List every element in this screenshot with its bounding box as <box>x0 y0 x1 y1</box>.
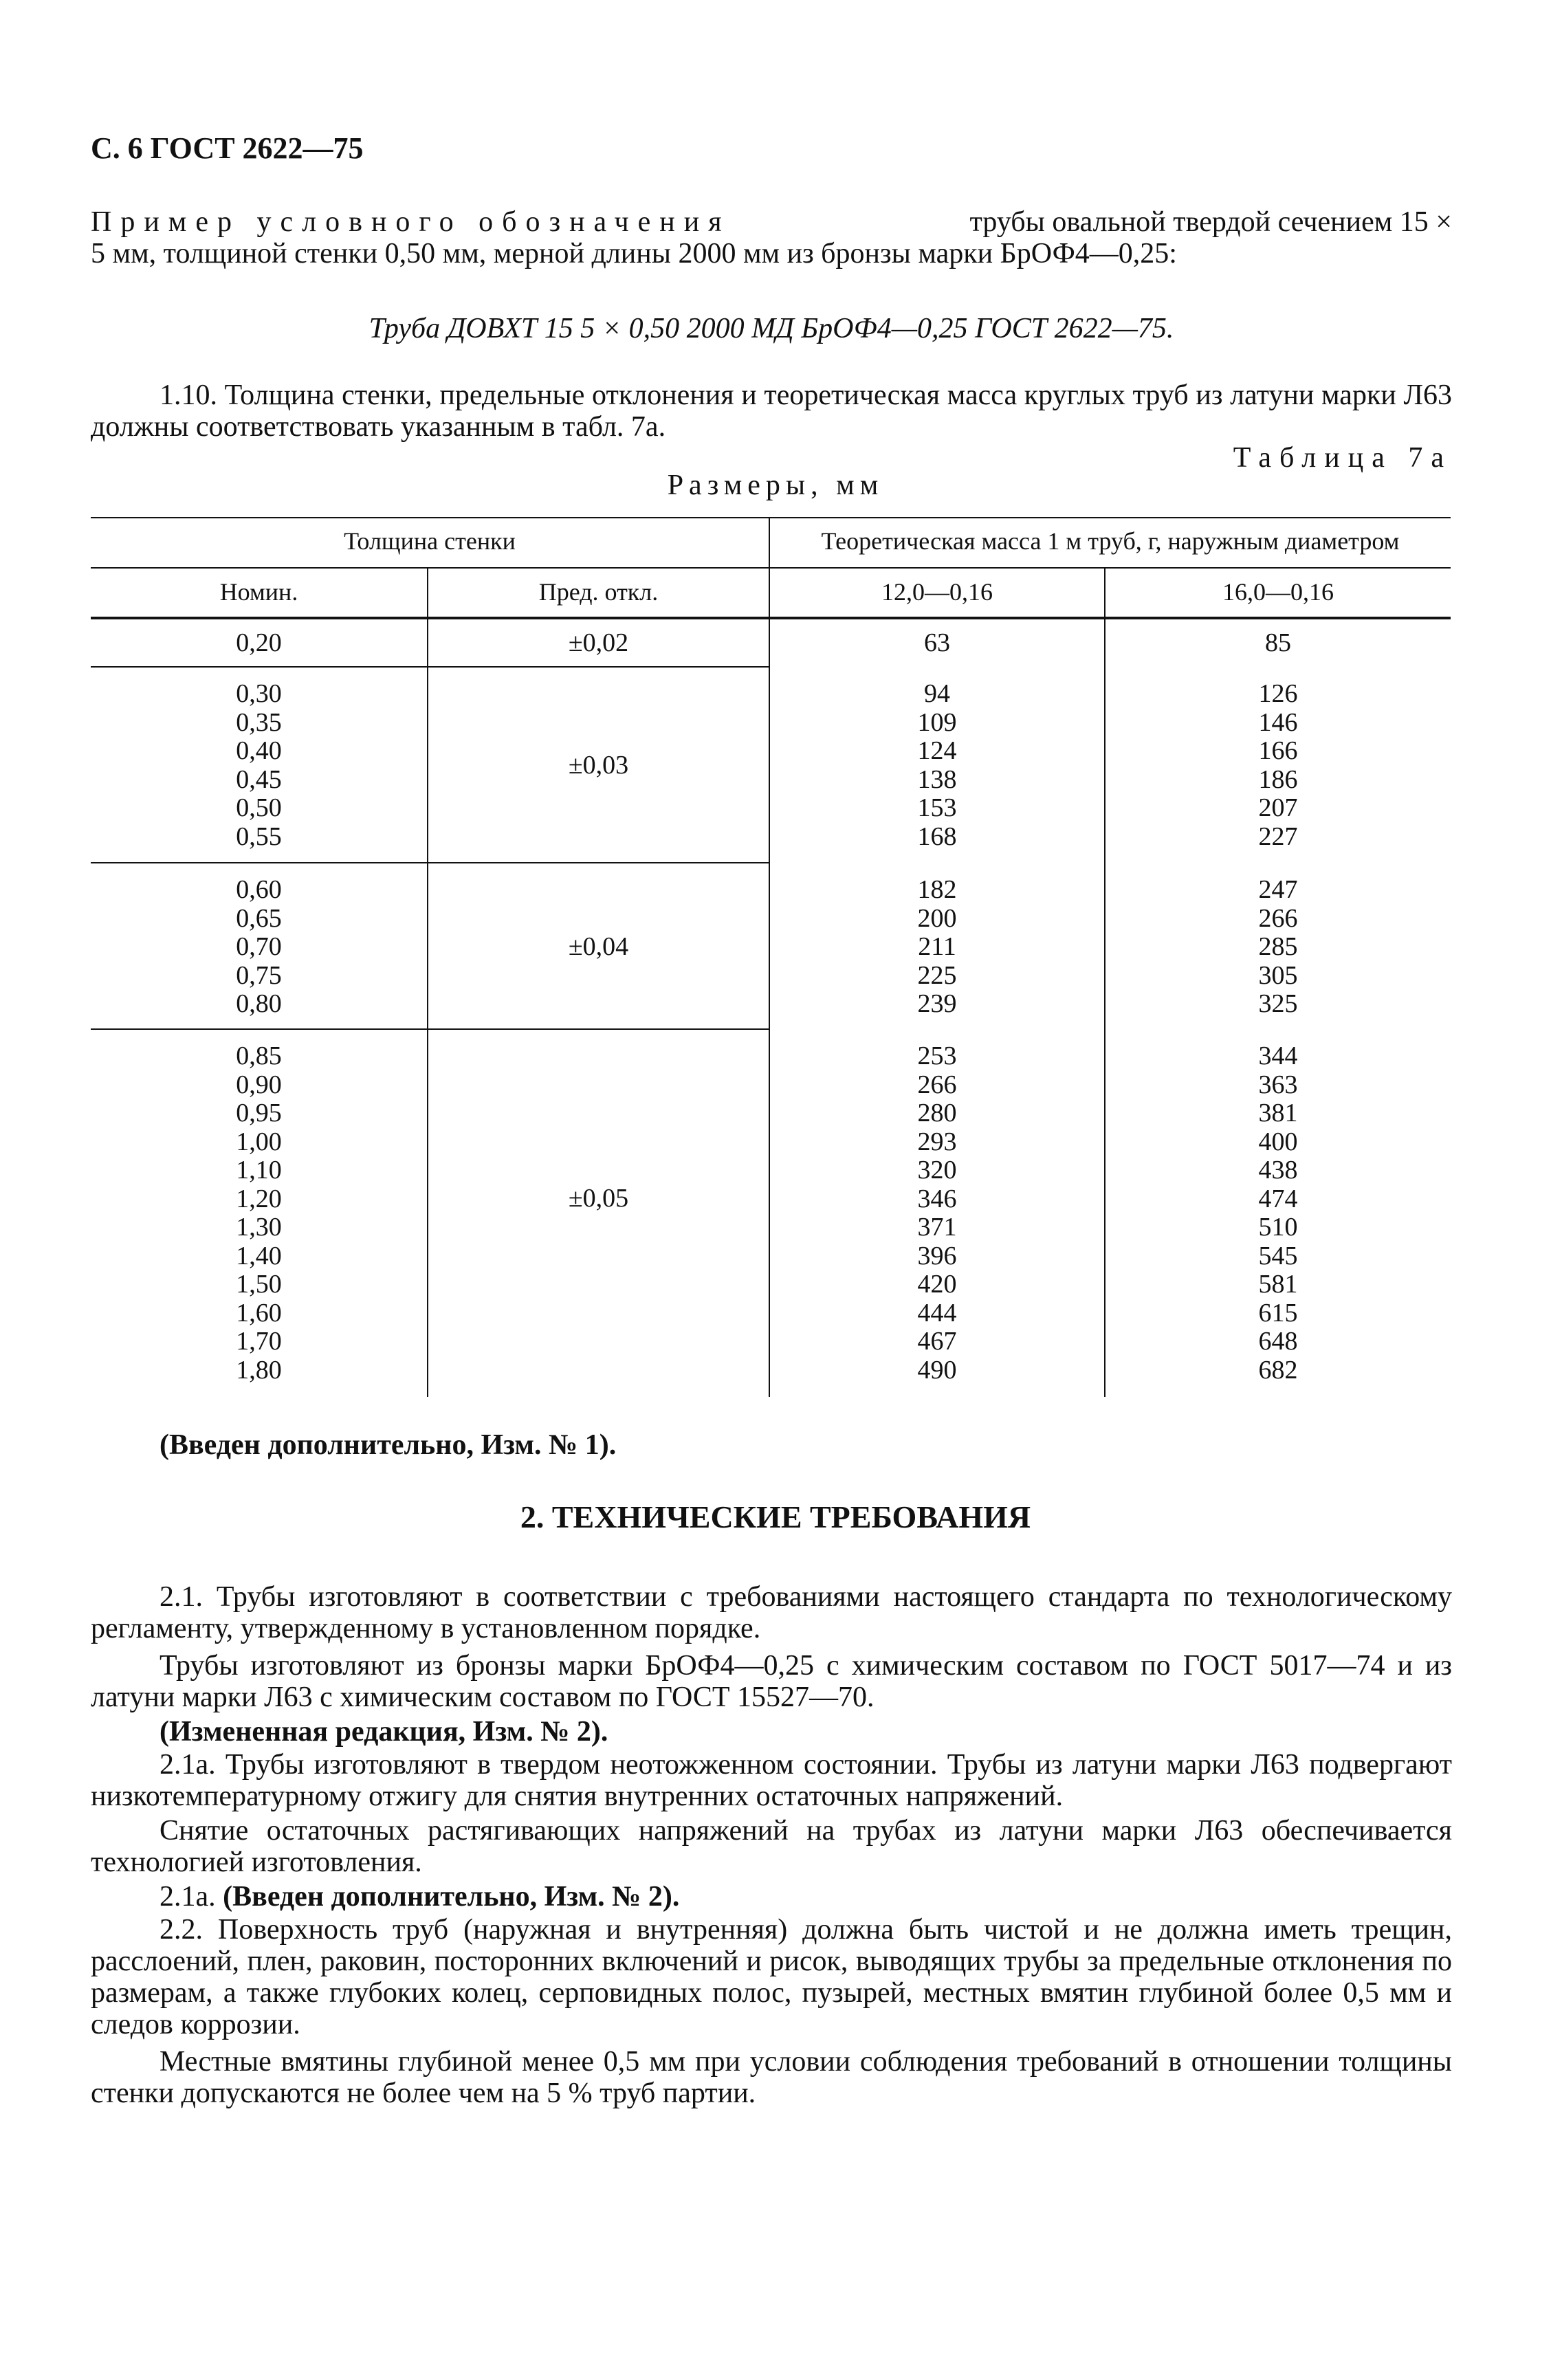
group-3-nominal: 0,60 0,65 0,70 0,75 0,80 <box>236 875 282 1018</box>
group-2-nominal: 0,30 0,35 0,40 0,45 0,50 0,55 <box>236 679 282 851</box>
header-wall-thickness: Толщина стенки <box>344 527 516 555</box>
clause-2-2-dents: Местные вмятины глубиной менее 0,5 мм при условии соблюдения требований в отношении толщины стенки допускаются не более чем на 5 % труб партии. <box>91 2046 1452 2109</box>
amendment-note: (Введен дополнительно, Изм. № 2). <box>223 1881 680 1913</box>
example-designation: Труба ДОВХТ 15 5 × 0,50 2000 МД БрОФ4—0,25 ГОСТ 2622—75. <box>368 313 1174 344</box>
clause-number: 2.1а. <box>160 1881 216 1913</box>
group-4-mass-12: 253 266 280 293 320 346 371 396 420 444 467 490 <box>917 1042 957 1385</box>
group-2-mass-12: 94 109 124 138 153 168 <box>917 679 957 851</box>
clause-2-1: 2.1. Трубы изготовляют в соответствии с требованиями настоящего стандарта по технологическому регламенту, утвержденному в установленном порядке. <box>91 1581 1452 1644</box>
group-1-nominal: 0,20 <box>236 628 282 657</box>
clause-2-2: 2.2. Поверхность труб (наружная и внутренняя) должна быть чистой и не должна иметь трещин, расслоений, плен, раковин, посторонних включений и рисок, выводящих трубы за предельные отклонения по размерам, а также глубоких колец, серповидных полос, пузырей, местных вмятин глубиной более 0,5 мм и следов коррозии. <box>91 1914 1452 2040</box>
example-paragraph <box>91 206 1452 269</box>
table-7a <box>91 517 1451 1397</box>
group-1-mass-12: 63 <box>924 628 950 657</box>
table-rule-top <box>91 517 1451 518</box>
group-4-mass-16: 344 363 381 400 438 474 510 545 581 615 648 682 <box>1258 1042 1298 1385</box>
table-rule-group-1 <box>91 666 769 668</box>
table-rule-header-bottom <box>91 617 1451 619</box>
group-3-tolerance: ±0,04 <box>568 932 629 961</box>
group-4-nominal: 0,85 0,90 0,95 1,00 1,10 1,20 1,30 1,40 1,50 1,60 1,70 1,80 <box>236 1042 282 1385</box>
example-prefix: Пример условного обозначения <box>91 206 731 238</box>
table-rule-group-3 <box>91 1028 769 1030</box>
group-1-mass-16: 85 <box>1265 628 1291 657</box>
clause-1-10: 1.10. Толщина стенки, предельные отклонения и теоретическая масса круглых труб из латуни марки Л63 должны соответствовать указанным в табл. 7а. <box>91 379 1452 443</box>
example-text-1: трубы овальной твердой сечением 15 × <box>969 206 1452 238</box>
header-diameter-12: 12,0—0,16 <box>881 578 993 606</box>
header-nominal: Номин. <box>219 578 298 606</box>
group-3-mass-16: 247 266 285 305 325 <box>1258 875 1298 1018</box>
added-note: (Введен дополнительно, Изм. № 1). <box>160 1429 617 1461</box>
group-2-mass-16: 126 146 166 186 207 227 <box>1258 679 1298 851</box>
table-rule-group-header <box>91 567 1451 569</box>
group-3-mass-12: 182 200 211 225 239 <box>917 875 957 1018</box>
header-diameter-16: 16,0—0,16 <box>1222 578 1334 606</box>
clause-2-1-materials: Трубы изготовляют из бронзы марки БрОФ4—0,25 с химическим составом по ГОСТ 5017—74 и из латуни марки Л63 с химическим составом по ГОСТ 15527—70. <box>91 1650 1452 1713</box>
table-caption: Таблица 7а <box>1233 442 1452 474</box>
clause-2-1a: 2.1а. Трубы изготовляют в твердом неотожженном состоянии. Трубы из латуни марки Л63 подвергают низкотемпературному отжигу для снятия внутренних остаточных напряжений. <box>91 1749 1452 1812</box>
clause-2-1-amendment: (Измененная редакция, Изм. № 2). <box>160 1716 608 1748</box>
clause-2-1a-amendment <box>91 1881 1452 1913</box>
table-units: Размеры, мм <box>667 470 884 501</box>
example-line-1 <box>91 206 1452 238</box>
table-rule-group-2 <box>91 862 769 863</box>
clause-2-1a-stress: Снятие остаточных растягивающих напряжений на трубах из латуни марки Л63 обеспечивается технологией изготовления. <box>91 1815 1452 1878</box>
header-theoretical-mass: Теоретическая масса 1 м труб, г, наружным диаметром <box>821 527 1400 555</box>
page-header: С. 6 ГОСТ 2622—75 <box>91 131 364 165</box>
section-title: 2. ТЕХНИЧЕСКИЕ ТРЕБОВАНИЯ <box>520 1499 1031 1534</box>
group-4-tolerance: ±0,05 <box>568 1184 629 1213</box>
example-text-2: 5 мм, толщиной стенки 0,50 мм, мерной длины 2000 мм из бронзы марки БрОФ4—0,25: <box>91 238 1177 269</box>
header-tolerance: Пред. откл. <box>538 578 659 606</box>
group-2-tolerance: ±0,03 <box>568 751 629 780</box>
table-vline-1 <box>427 567 428 1397</box>
group-1-tolerance: ±0,02 <box>568 628 629 657</box>
